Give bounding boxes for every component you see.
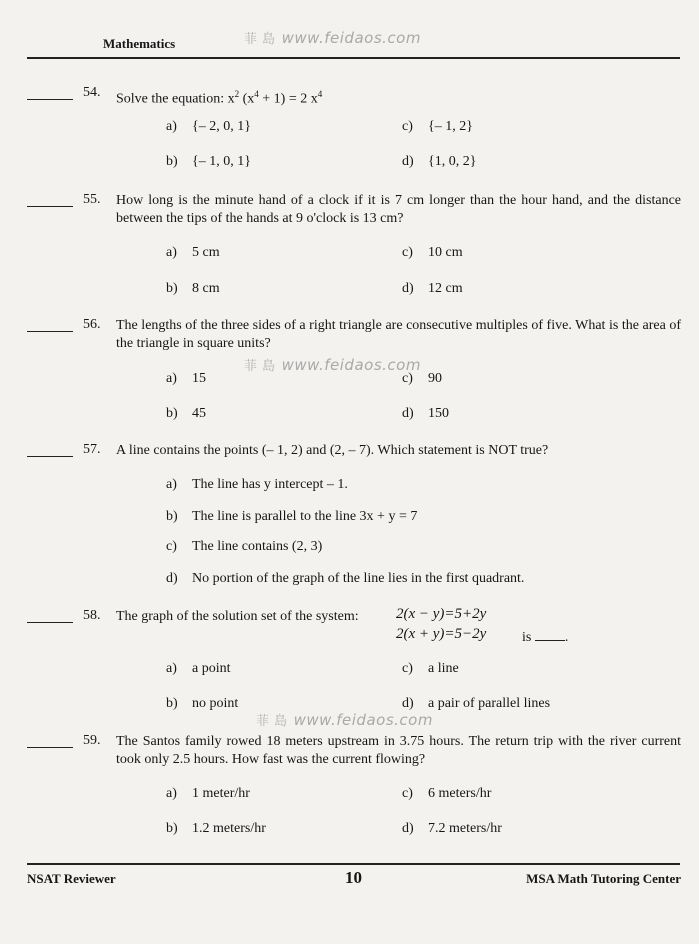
footer-left-title: NSAT Reviewer bbox=[27, 871, 116, 886]
option-text: a pair of parallel lines bbox=[428, 696, 551, 711]
question-number-55: 55. bbox=[83, 192, 101, 207]
option-59-b[interactable] bbox=[166, 821, 266, 837]
option-label: d) bbox=[402, 696, 414, 711]
option-58-b[interactable] bbox=[166, 696, 238, 712]
option-58-a[interactable] bbox=[166, 661, 231, 677]
question-58-tail: is . bbox=[522, 630, 569, 645]
option-label: c) bbox=[402, 245, 413, 260]
option-55-c[interactable] bbox=[402, 245, 463, 261]
option-label: d) bbox=[402, 281, 414, 296]
option-56-a[interactable] bbox=[166, 371, 206, 387]
answer-blank-54[interactable] bbox=[27, 99, 73, 100]
header-rule bbox=[27, 57, 680, 59]
option-text: 10 cm bbox=[428, 245, 463, 260]
option-56-c[interactable] bbox=[402, 371, 442, 387]
answer-blank-58[interactable] bbox=[27, 622, 73, 623]
option-text: No portion of the graph of the line lies in the first quadrant. bbox=[192, 571, 525, 586]
option-label: c) bbox=[402, 119, 413, 134]
option-text: 45 bbox=[192, 406, 206, 421]
system-equation-2: 2(x + y)=5−2y bbox=[396, 626, 487, 642]
option-label: b) bbox=[166, 696, 178, 711]
watermark-logo-icon: 菲 島 bbox=[256, 714, 288, 729]
question-number-59: 59. bbox=[83, 733, 101, 748]
option-label: a) bbox=[166, 245, 177, 260]
system-equation-1: 2(x − y)=5+2y bbox=[396, 606, 487, 622]
option-54-d[interactable] bbox=[402, 154, 476, 170]
question-text-57: A line contains the points (– 1, 2) and (2, – 7). Which statement is NOT true? bbox=[116, 443, 549, 458]
watermark-text: www.feidaos.com bbox=[281, 29, 421, 47]
option-text: 6 meters/hr bbox=[428, 786, 492, 801]
option-text: 7.2 meters/hr bbox=[428, 821, 502, 836]
question-text-55: How long is the minute hand of a clock if it is 7 cm longer than the hour hand, and the distance between the tips of the hands at 9 o'clock is 13 cm? bbox=[116, 193, 681, 226]
option-label: b) bbox=[166, 509, 178, 524]
option-label: b) bbox=[166, 281, 178, 296]
option-text: 12 cm bbox=[428, 281, 463, 296]
is-label: is bbox=[522, 630, 532, 645]
answer-blank-56[interactable] bbox=[27, 331, 73, 332]
option-text: {– 1, 0, 1} bbox=[192, 154, 251, 169]
question-number-54: 54. bbox=[83, 85, 101, 100]
option-text: 150 bbox=[428, 406, 449, 421]
question-text-54: Solve the equation: $x^2$ $(x^4 + 1) = 2$ $x^4$ bbox=[116, 89, 323, 107]
option-55-b[interactable] bbox=[166, 281, 220, 297]
option-text: a point bbox=[192, 661, 231, 676]
option-text: {– 1, 2} bbox=[428, 119, 473, 134]
option-label: b) bbox=[166, 406, 178, 421]
option-label: a) bbox=[166, 119, 177, 134]
watermark-text: www.feidaos.com bbox=[293, 711, 433, 729]
option-54-a[interactable] bbox=[166, 119, 251, 135]
option-57-d[interactable] bbox=[166, 571, 524, 587]
option-label: c) bbox=[402, 371, 413, 386]
option-58-c[interactable] bbox=[402, 661, 459, 677]
option-55-a[interactable] bbox=[166, 245, 220, 261]
option-56-d[interactable] bbox=[402, 406, 449, 422]
option-text: no point bbox=[192, 696, 239, 711]
option-text: 5 cm bbox=[192, 245, 220, 260]
option-59-a[interactable] bbox=[166, 786, 250, 802]
option-59-d[interactable] bbox=[402, 821, 502, 837]
option-text: 8 cm bbox=[192, 281, 220, 296]
question-number-56: 56. bbox=[83, 317, 101, 332]
option-label: a) bbox=[166, 786, 177, 801]
option-label: a) bbox=[166, 371, 177, 386]
question-text-58: The graph of the solution set of the system: bbox=[116, 609, 359, 624]
option-57-a[interactable] bbox=[166, 477, 348, 493]
fill-in-line bbox=[535, 628, 565, 641]
option-text: a line bbox=[428, 661, 459, 676]
watermark bbox=[244, 355, 421, 374]
option-label: d) bbox=[402, 821, 414, 836]
option-label: b) bbox=[166, 154, 178, 169]
question-54-equation-prefix: Solve the equation: x bbox=[116, 91, 235, 107]
question-text-59: The Santos family rowed 18 meters upstream in 3.75 hours. The return trip with the river current took only 2.5 hours. How fast was the current flowing? bbox=[116, 734, 681, 767]
answer-blank-59[interactable] bbox=[27, 747, 73, 748]
watermark bbox=[244, 28, 421, 47]
watermark-logo-icon: 菲 島 bbox=[244, 32, 276, 47]
option-55-d[interactable] bbox=[402, 281, 463, 297]
watermark bbox=[256, 710, 433, 729]
option-57-c[interactable] bbox=[166, 539, 322, 555]
option-text: 90 bbox=[428, 371, 442, 386]
answer-blank-57[interactable] bbox=[27, 456, 73, 457]
option-text: 1.2 meters/hr bbox=[192, 821, 266, 836]
option-text: The line has y intercept – 1. bbox=[192, 477, 348, 492]
question-text-56: The lengths of the three sides of a right triangle are consecutive multiples of five. What is the area of the triangle in square units? bbox=[116, 318, 681, 351]
option-label: d) bbox=[402, 154, 414, 169]
answer-blank-55[interactable] bbox=[27, 206, 73, 207]
option-57-b[interactable] bbox=[166, 509, 417, 525]
option-54-b[interactable] bbox=[166, 154, 251, 170]
option-text: The line contains (2, 3) bbox=[192, 539, 323, 554]
option-56-b[interactable] bbox=[166, 406, 206, 422]
option-label: b) bbox=[166, 821, 178, 836]
option-text: {1, 0, 2} bbox=[428, 154, 477, 169]
option-59-c[interactable] bbox=[402, 786, 491, 802]
option-text: The line is parallel to the line 3x + y = 7 bbox=[192, 509, 418, 524]
option-label: c) bbox=[402, 786, 413, 801]
watermark-logo-icon: 菲 島 bbox=[244, 359, 276, 374]
option-54-c[interactable] bbox=[402, 119, 473, 135]
page-number: 10 bbox=[345, 868, 362, 887]
option-text: 15 bbox=[192, 371, 206, 386]
option-text: {– 2, 0, 1} bbox=[192, 119, 251, 134]
option-label: a) bbox=[166, 477, 177, 492]
footer-rule bbox=[27, 863, 680, 865]
page-subject: Mathematics bbox=[103, 36, 176, 51]
option-label: c) bbox=[166, 539, 177, 554]
option-label: d) bbox=[166, 571, 178, 586]
option-label: c) bbox=[402, 661, 413, 676]
question-number-57: 57. bbox=[83, 442, 101, 457]
question-number-58: 58. bbox=[83, 608, 101, 623]
option-label: d) bbox=[402, 406, 414, 421]
watermark-text: www.feidaos.com bbox=[281, 356, 421, 374]
footer-right-title: MSA Math Tutoring Center bbox=[526, 871, 681, 886]
option-label: a) bbox=[166, 661, 177, 676]
option-text: 1 meter/hr bbox=[192, 786, 250, 801]
